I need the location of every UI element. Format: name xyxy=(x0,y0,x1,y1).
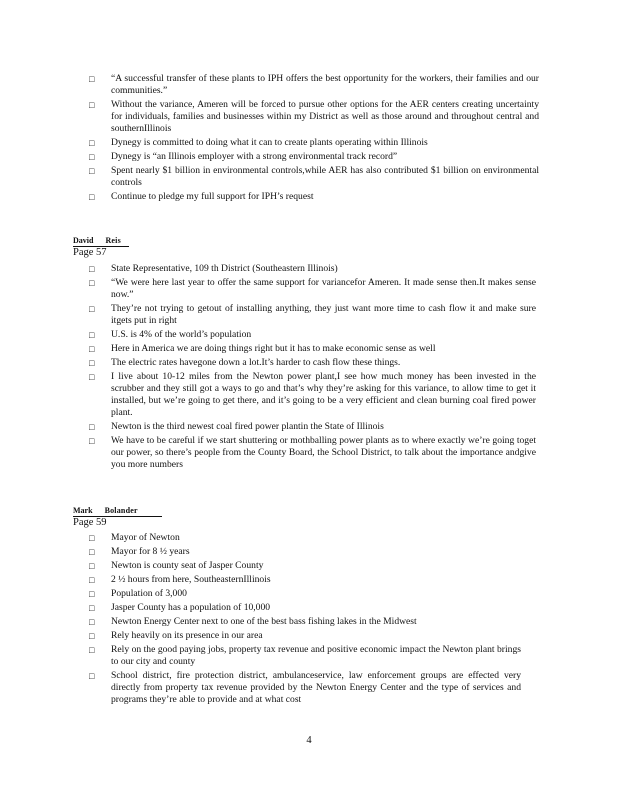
list-item: □ Spent nearly $1 billion in environmental controls,while AER has also contributed $1 billion on environmental controls xyxy=(89,165,539,188)
list-item: □ Rely on the good paying jobs, property tax revenue and positive economic impact the Newton plant brings to our city and county xyxy=(89,644,521,667)
bullet-list-1 xyxy=(89,73,539,203)
checkbox-bullet-icon: □ xyxy=(89,436,95,446)
speaker-name-mark-bolander: Mark Bolander xyxy=(73,506,162,517)
section-3-bullets xyxy=(89,532,521,708)
list-item: □ Here in America we are doing things right but it has to make economic sense as well xyxy=(89,343,436,354)
list-item: □ Population of 3,000 xyxy=(89,588,187,599)
list-item: □ The electric rates havegone down a lot.It’s harder to cash flow these things. xyxy=(89,357,401,368)
list-item: □ Without the variance, Ameren will be forced to pursue other options for the AER centers creating uncertainty for individuals, families and businesses within my District as well as those around and throughout central and southernIllinois xyxy=(89,99,539,134)
checkbox-bullet-icon: □ xyxy=(89,264,95,274)
checkbox-bullet-icon: □ xyxy=(89,192,95,202)
section-1-bullets xyxy=(89,73,539,205)
checkbox-bullet-icon: □ xyxy=(89,603,95,613)
checkbox-bullet-icon: □ xyxy=(89,304,95,314)
list-item: □ Mayor of Newton xyxy=(89,532,180,543)
list-item: □ They’re not trying to getout of installing anything, they just want more time to cash flow it and make sure itgets put in right xyxy=(89,303,536,326)
list-item: □ Jasper County has a population of 10,000 xyxy=(89,602,271,613)
page-reference: Page 57 xyxy=(73,247,107,258)
checkbox-bullet-icon: □ xyxy=(89,631,95,641)
checkbox-bullet-icon: □ xyxy=(89,645,95,655)
checkbox-bullet-icon: □ xyxy=(89,547,95,557)
page-number: 4 xyxy=(306,735,312,746)
list-item: □ “We were here last year to offer the same support for variancefor Ameren. It made sense then.It makes sense now.” xyxy=(89,277,536,300)
checkbox-bullet-icon: □ xyxy=(89,422,95,432)
checkbox-bullet-icon: □ xyxy=(89,152,95,162)
list-item: □ Dynegy is committed to doing what it can to create plants operating within Illinois xyxy=(89,137,428,148)
list-item: □ Continue to pledge my full support for IPH’s request xyxy=(89,191,314,202)
list-item: □ “A successful transfer of these plants to IPH offers the best opportunity for the workers, their families and our communities.” xyxy=(89,73,539,96)
list-item: □ Newton is the third newest coal fired power plantin the State of Illinois xyxy=(89,421,384,432)
checkbox-bullet-icon: □ xyxy=(89,330,95,340)
list-item: □ 2 ½ hours from here, SoutheasternIllinois xyxy=(89,574,271,585)
list-item: □ State Representative, 109 th District (Southeastern Illinois) xyxy=(89,263,338,274)
bullet-list-3 xyxy=(89,532,521,706)
checkbox-bullet-icon: □ xyxy=(89,372,95,382)
checkbox-bullet-icon: □ xyxy=(89,589,95,599)
checkbox-bullet-icon: □ xyxy=(89,358,95,368)
checkbox-bullet-icon: □ xyxy=(89,278,95,288)
section-2-bullets xyxy=(89,263,536,473)
checkbox-bullet-icon: □ xyxy=(89,138,95,148)
checkbox-bullet-icon: □ xyxy=(89,166,95,176)
list-item: □ Newton Energy Center next to one of the best bass fishing lakes in the Midwest xyxy=(89,616,417,627)
list-item: □ Mayor for 8 ½ years xyxy=(89,546,190,557)
list-item: □ We have to be careful if we start shuttering or mothballing power plants as to where exactly we’re going toget our power, so there’s people from the County Board, the School District, to talk about the importance andgive you more numbers xyxy=(89,435,536,470)
checkbox-bullet-icon: □ xyxy=(89,561,95,571)
checkbox-bullet-icon: □ xyxy=(89,575,95,585)
checkbox-bullet-icon: □ xyxy=(89,533,95,543)
list-item: □ U.S. is 4% of the world’s population xyxy=(89,329,252,340)
checkbox-bullet-icon: □ xyxy=(89,74,95,84)
list-item: □ Dynegy is “an Illinois employer with a strong environmental track record” xyxy=(89,151,398,162)
list-item: □ Rely heavily on its presence in our area xyxy=(89,630,263,641)
checkbox-bullet-icon: □ xyxy=(89,100,95,110)
page-reference: Page 59 xyxy=(73,517,107,528)
list-item: □ I live about 10-12 miles from the Newton power plant,I see how much money has been invested in the scrubber and they still got a ways to go and that’s why they’re asking for this variance, to allow time to get it installed, but we’re going to get there, and it’s going to be a very efficient and clean burning coal fired power plant. xyxy=(89,371,536,418)
speaker-name-david-reis: David Reis xyxy=(73,236,129,247)
bullet-list-2 xyxy=(89,263,536,471)
checkbox-bullet-icon: □ xyxy=(89,671,95,681)
list-item: □ Newton is county seat of Jasper County xyxy=(89,560,264,571)
list-item: □ School district, fire protection district, ambulanceservice, law enforcement groups are effected very directly from property tax revenue provided by the Newton Energy Center and the type of services and programs they’re able to provide and at what cost xyxy=(89,670,521,705)
checkbox-bullet-icon: □ xyxy=(89,617,95,627)
checkbox-bullet-icon: □ xyxy=(89,344,95,354)
